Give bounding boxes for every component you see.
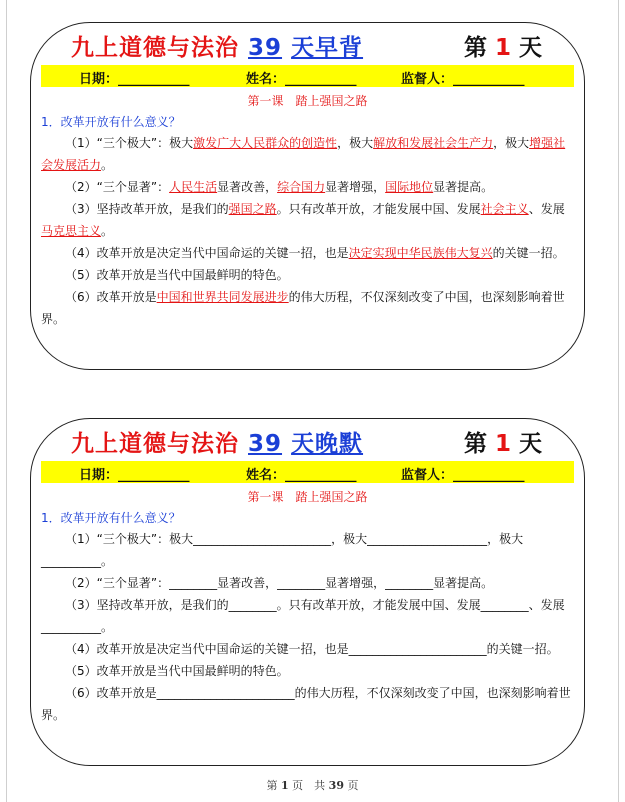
text-span: 。 <box>101 224 114 238</box>
text-span: （4）改革开放是决定当代中国命运的关键一招，也是 <box>65 246 349 260</box>
point-5: （5）改革开放是当代中国最鲜明的特色。 <box>65 664 289 678</box>
keyword: 决定实现中华民族伟大复兴 <box>348 246 493 260</box>
lesson-title: 第一课 踏上强国之路 <box>247 490 368 504</box>
card-header <box>31 29 584 65</box>
text-span: 显著提高。 <box>433 180 494 194</box>
point-6 <box>41 286 574 330</box>
title-mode: 天晚默 <box>291 431 364 457</box>
card-title <box>71 29 363 62</box>
text-span: 显著改善， <box>217 180 278 194</box>
morning-recite-card <box>30 22 585 370</box>
title-number: 39 <box>248 35 283 61</box>
day-number: 1 <box>494 431 511 457</box>
keyword: 激发广大人民群众的创造性 <box>193 136 338 150</box>
title-number: 39 <box>248 431 283 457</box>
name-field[interactable]: 姓名：___________ <box>246 72 357 87</box>
keyword: 解放和发展社会生产力 <box>373 136 494 150</box>
footer-text: 页 <box>347 779 359 792</box>
day-prefix: 第 <box>463 35 487 61</box>
info-bar <box>41 461 574 483</box>
footer-text: 第 <box>266 779 278 792</box>
lesson-title: 第一课 踏上强国之路 <box>247 94 368 108</box>
blank-point-3[interactable]: （3）坚持改革开放，是我们的________。只有改革开放，才能发展中国、发展________、发展__________。 <box>41 598 565 634</box>
keyword: 增强社会发展活力 <box>41 136 566 172</box>
keyword: 马克思主义 <box>41 224 102 238</box>
blank-point-4[interactable]: （4）改革开放是决定当代中国命运的关键一招，也是_______________________的关键一招。 <box>65 642 559 656</box>
title-subject: 九上道德与法治 <box>71 431 239 457</box>
text-span: 。只有改革开放，才能发展中国、发展 <box>276 202 481 216</box>
card-header <box>31 425 584 461</box>
question-heading: 1．改革开放有什么意义？ <box>41 115 181 129</box>
day-suffix: 天 <box>519 35 542 61</box>
keyword: 综合国力 <box>277 180 326 194</box>
day-prefix: 第 <box>463 431 487 457</box>
current-page-number: 1 <box>281 779 289 792</box>
date-field[interactable]: 日期：___________ <box>79 468 190 483</box>
info-bar <box>41 65 574 87</box>
date-field[interactable]: 日期：___________ <box>79 72 190 87</box>
point-2 <box>41 176 574 198</box>
text-span: 的伟大历程，不仅深刻改变了中国，也深刻影响着世界。 <box>41 290 565 326</box>
text-span: ，极大 <box>493 136 530 150</box>
day-counter <box>464 29 542 62</box>
point-4 <box>41 242 574 264</box>
supervisor-field[interactable]: 监督人：___________ <box>401 468 525 483</box>
left-page-edge <box>6 0 7 802</box>
keyword: 中国和世界共同发展进步 <box>156 290 289 304</box>
supervisor-field[interactable]: 监督人：___________ <box>401 72 525 87</box>
right-page-edge <box>618 0 619 802</box>
point-1 <box>41 132 574 176</box>
name-field[interactable]: 姓名：___________ <box>246 468 357 483</box>
fill-in-text <box>41 528 574 726</box>
blank-point-2[interactable]: （2）“三个显著”：________显著改善，________显著增强，________显著提高。 <box>65 576 494 590</box>
text-span: （6）改革开放是 <box>65 290 157 304</box>
keyword: 国际地位 <box>385 180 434 194</box>
text-span: （2）“三个显著”： <box>65 180 170 194</box>
text-span: 的关键一招。 <box>492 246 565 260</box>
keyword: 人民生活 <box>169 180 218 194</box>
text-span: 、发展 <box>528 202 565 216</box>
text-span: 。 <box>101 158 114 172</box>
text-span: （1）“三个极大”：极大 <box>65 136 194 150</box>
keyword: 强国之路 <box>228 202 277 216</box>
point-3 <box>41 198 574 242</box>
point-5: （5）改革开放是当代中国最鲜明的特色。 <box>65 268 289 282</box>
footer-text: 页 共 <box>292 779 326 792</box>
text-span: （3）坚持改革开放，是我们的 <box>65 202 229 216</box>
card-title <box>71 425 363 458</box>
blank-point-6[interactable]: （6）改革开放是_______________________的伟大历程，不仅深刻改变了中国，也深刻影响着世界。 <box>41 686 571 722</box>
answer-text <box>41 132 574 330</box>
blank-point-1[interactable]: （1）“三个极大”：极大_______________________，极大____________________，极大__________。 <box>41 532 524 568</box>
day-number: 1 <box>494 35 511 61</box>
text-span: ，极大 <box>337 136 374 150</box>
keyword: 社会主义 <box>480 202 529 216</box>
question-heading: 1．改革开放有什么意义？ <box>41 511 181 525</box>
page-footer <box>0 777 625 793</box>
title-subject: 九上道德与法治 <box>71 35 239 61</box>
day-suffix: 天 <box>519 431 542 457</box>
evening-dictation-card <box>30 418 585 766</box>
title-mode: 天早背 <box>291 35 364 61</box>
text-span: 显著增强， <box>325 180 386 194</box>
day-counter <box>464 425 542 458</box>
total-page-number: 39 <box>328 779 344 792</box>
